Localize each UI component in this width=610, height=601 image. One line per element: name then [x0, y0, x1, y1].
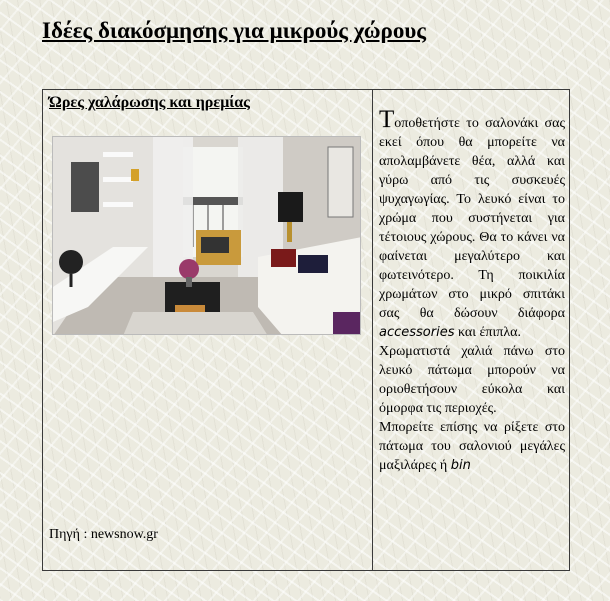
paragraph-1 — [379, 106, 565, 342]
drop-cap: Τ — [379, 106, 395, 133]
paragraph-3-italic: bin — [450, 458, 471, 473]
paragraph-1-end: και έπιπλα. — [454, 325, 521, 340]
paragraph-2: Χρωματιστά χαλιά πάνω στο λευκό πάτωμα μπορούν να οριοθετήσουν εύκολα και όμορφα τις περιοχές. — [379, 344, 565, 416]
living-room-photo-icon — [52, 136, 361, 335]
content-table — [42, 89, 570, 571]
image-cell — [43, 90, 373, 570]
image-subtitle: Ώρες χαλάρωσης και ηρεμίας — [49, 94, 250, 111]
source-credit: Πηγή : newsnow.gr — [49, 527, 158, 542]
page-title: Ιδέες διακόσμησης για μικρούς χώρους — [42, 18, 426, 43]
paragraph-3 — [379, 418, 565, 475]
paragraph-1-text: οποθετήστε το σαλονάκι σας εκεί όπου θα μπορείτε να απολαμβάνετε θέα, αλλά και γύρω από τις συσκευές ψυχαγωγίας. Το λευκό είναι το χρώμα που συστήνεται για τέτοιους χώρους. Θα το κάνει να φαίνεται μεγαλύτερο και φωτεινότερο. Τη ποικιλία χρωμάτων στο μικρό σπιτάκι σας θα δώσουν διάφορα — [379, 116, 565, 321]
paragraph-1-italic: accessories — [379, 325, 455, 340]
article-text — [379, 106, 565, 475]
paragraph-3-text: Μπορείτε επίσης να ρίξετε στο πάτωμα του σαλονιού μεγάλες μαξιλάρες ή — [379, 420, 565, 473]
